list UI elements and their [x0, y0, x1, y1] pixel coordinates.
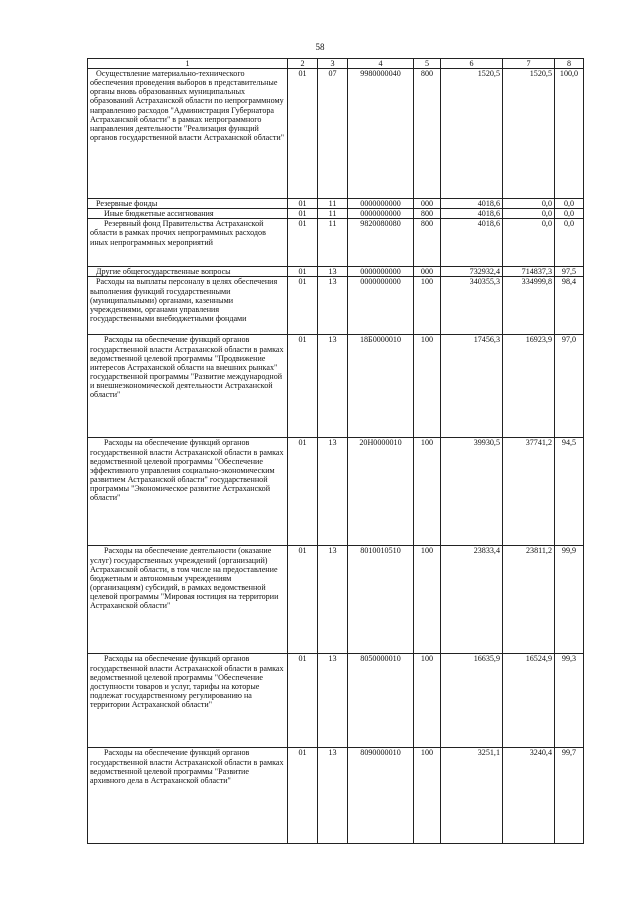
- target-article-cell: 8050000010: [348, 654, 414, 748]
- target-article-cell: 18Б0000010: [348, 335, 414, 438]
- section-code-cell: 01: [288, 654, 318, 748]
- subsection-code-cell: 13: [318, 546, 348, 654]
- table-row: [88, 267, 584, 277]
- planned-amount-cell: 17456,3: [441, 335, 503, 438]
- executed-amount-cell: 0,0: [503, 199, 555, 209]
- expense-type-cell: 000: [414, 199, 441, 209]
- planned-amount-cell: 4018,6: [441, 199, 503, 209]
- table-row: [88, 438, 584, 546]
- budget-table: [87, 58, 584, 844]
- table-row: [88, 277, 584, 335]
- column-header: 5: [414, 59, 441, 69]
- subsection-code-cell: 11: [318, 219, 348, 267]
- target-article-cell: 0000000000: [348, 209, 414, 219]
- target-article-cell: 0000000000: [348, 267, 414, 277]
- subsection-code-cell: 11: [318, 209, 348, 219]
- column-header: 6: [441, 59, 503, 69]
- table-row: [88, 654, 584, 748]
- subsection-code-cell: 13: [318, 335, 348, 438]
- section-code-cell: 01: [288, 277, 318, 335]
- subsection-code-cell: 13: [318, 748, 348, 844]
- table-row: [88, 219, 584, 267]
- row-name-cell: Расходы на обеспечение функций органов государственной власти Астраханской области в рамках ведомственной целевой программы "Обеспечение доступности товаров и услуг, тарифы на которые подлежат государственному регулированию на территории Астраханской области": [88, 654, 288, 748]
- expense-type-cell: 100: [414, 277, 441, 335]
- column-header: 8: [555, 59, 584, 69]
- executed-amount-cell: 334999,8: [503, 277, 555, 335]
- section-code-cell: 01: [288, 267, 318, 277]
- executed-amount-cell: 714837,3: [503, 267, 555, 277]
- expense-type-cell: 100: [414, 546, 441, 654]
- section-code-cell: 01: [288, 438, 318, 546]
- row-name-cell: Расходы на обеспечение деятельности (оказание услуг) государственных учреждений (организаций) Астраханской области, в том числе на предоставление бюджетным и автономным учреждениям (организациям) субсидий, в рамках ведомственной целевой программы "Мировая юстиция на территории Астраханской области": [88, 546, 288, 654]
- subsection-code-cell: 13: [318, 654, 348, 748]
- section-code-cell: 01: [288, 209, 318, 219]
- column-header: 1: [88, 59, 288, 69]
- target-article-cell: 8010010510: [348, 546, 414, 654]
- execution-percent-cell: 97,0: [555, 335, 584, 438]
- subsection-code-cell: 07: [318, 69, 348, 199]
- execution-percent-cell: 97,5: [555, 267, 584, 277]
- section-code-cell: 01: [288, 335, 318, 438]
- section-code-cell: 01: [288, 219, 318, 267]
- row-name-cell: Иные бюджетные ассигнования: [88, 209, 288, 219]
- row-name-cell: Расходы на обеспечение функций органов государственной власти Астраханской области в рамках ведомственной целевой программы "Обеспечение эффективного управления социально-экономическим развитием Астраханской области" государственной программы "Экономическое развитие Астраханской области": [88, 438, 288, 546]
- table-row: [88, 69, 584, 199]
- executed-amount-cell: 16524,9: [503, 654, 555, 748]
- section-code-cell: 01: [288, 748, 318, 844]
- execution-percent-cell: 99,9: [555, 546, 584, 654]
- execution-percent-cell: 0,0: [555, 219, 584, 267]
- expense-type-cell: 800: [414, 209, 441, 219]
- executed-amount-cell: 0,0: [503, 209, 555, 219]
- executed-amount-cell: 16923,9: [503, 335, 555, 438]
- planned-amount-cell: 340355,3: [441, 277, 503, 335]
- expense-type-cell: 100: [414, 335, 441, 438]
- target-article-cell: 0000000000: [348, 199, 414, 209]
- planned-amount-cell: 3251,1: [441, 748, 503, 844]
- execution-percent-cell: 98,4: [555, 277, 584, 335]
- planned-amount-cell: 732932,4: [441, 267, 503, 277]
- planned-amount-cell: 4018,6: [441, 209, 503, 219]
- page-number: 58: [315, 42, 325, 52]
- planned-amount-cell: 23833,4: [441, 546, 503, 654]
- column-header: 3: [318, 59, 348, 69]
- row-name-cell: Резервный фонд Правительства Астраханской области в рамках прочих непрограммных расходов иных непрограммных мероприятий: [88, 219, 288, 267]
- row-name-cell: Осуществление материально-технического обеспечения проведения выборов в представительные органы вновь образованных муниципальных образований Астраханской области по непрограммному направлению расходов "Администрация Губернатора Астраханской области" в рамках непрограммного направления деятельности "Реализация функций органов государственной власти Астраханской области": [88, 69, 288, 199]
- planned-amount-cell: 16635,9: [441, 654, 503, 748]
- expense-type-cell: 800: [414, 69, 441, 199]
- row-name-cell: Расходы на выплаты персоналу в целях обеспечения выполнения функций государственными (муниципальными) органами, казенными учреждениями, органами управления государственными внебюджетными фондами: [88, 277, 288, 335]
- executed-amount-cell: 37741,2: [503, 438, 555, 546]
- planned-amount-cell: 39930,5: [441, 438, 503, 546]
- target-article-cell: 0000000000: [348, 277, 414, 335]
- row-name-cell: Резервные фонды: [88, 199, 288, 209]
- executed-amount-cell: 23811,2: [503, 546, 555, 654]
- section-code-cell: 01: [288, 199, 318, 209]
- executed-amount-cell: 0,0: [503, 219, 555, 267]
- executed-amount-cell: 3240,4: [503, 748, 555, 844]
- column-header: 2: [288, 59, 318, 69]
- table-row: [88, 748, 584, 844]
- execution-percent-cell: 0,0: [555, 209, 584, 219]
- table-row: [88, 209, 584, 219]
- execution-percent-cell: 0,0: [555, 199, 584, 209]
- subsection-code-cell: 13: [318, 267, 348, 277]
- column-header: 4: [348, 59, 414, 69]
- row-name-cell: Другие общегосударственные вопросы: [88, 267, 288, 277]
- execution-percent-cell: 94,5: [555, 438, 584, 546]
- expense-type-cell: 100: [414, 654, 441, 748]
- expense-type-cell: 000: [414, 267, 441, 277]
- subsection-code-cell: 13: [318, 438, 348, 546]
- table-row: [88, 546, 584, 654]
- expense-type-cell: 800: [414, 219, 441, 267]
- subsection-code-cell: 13: [318, 277, 348, 335]
- target-article-cell: 9820080080: [348, 219, 414, 267]
- row-name-cell: Расходы на обеспечение функций органов государственной власти Астраханской области в рамках ведомственной целевой программы "Продвижение интересов Астраханской области на внешних рынках" государственной программы "Развитие международной и внешнеэкономической деятельности Астраханской области": [88, 335, 288, 438]
- execution-percent-cell: 99,7: [555, 748, 584, 844]
- planned-amount-cell: 1520,5: [441, 69, 503, 199]
- execution-percent-cell: 99,3: [555, 654, 584, 748]
- section-code-cell: 01: [288, 69, 318, 199]
- table-row: [88, 199, 584, 209]
- target-article-cell: 20Н0000010: [348, 438, 414, 546]
- planned-amount-cell: 4018,6: [441, 219, 503, 267]
- subsection-code-cell: 11: [318, 199, 348, 209]
- column-header: 7: [503, 59, 555, 69]
- table-row: [88, 335, 584, 438]
- expense-type-cell: 100: [414, 748, 441, 844]
- executed-amount-cell: 1520,5: [503, 69, 555, 199]
- expense-type-cell: 100: [414, 438, 441, 546]
- header-row: [88, 59, 584, 69]
- target-article-cell: 8090000010: [348, 748, 414, 844]
- target-article-cell: 9980000040: [348, 69, 414, 199]
- row-name-cell: Расходы на обеспечение функций органов государственной власти Астраханской области в рамках ведомственной целевой программы "Развитие архивного дела в Астраханской области": [88, 748, 288, 844]
- section-code-cell: 01: [288, 546, 318, 654]
- execution-percent-cell: 100,0: [555, 69, 584, 199]
